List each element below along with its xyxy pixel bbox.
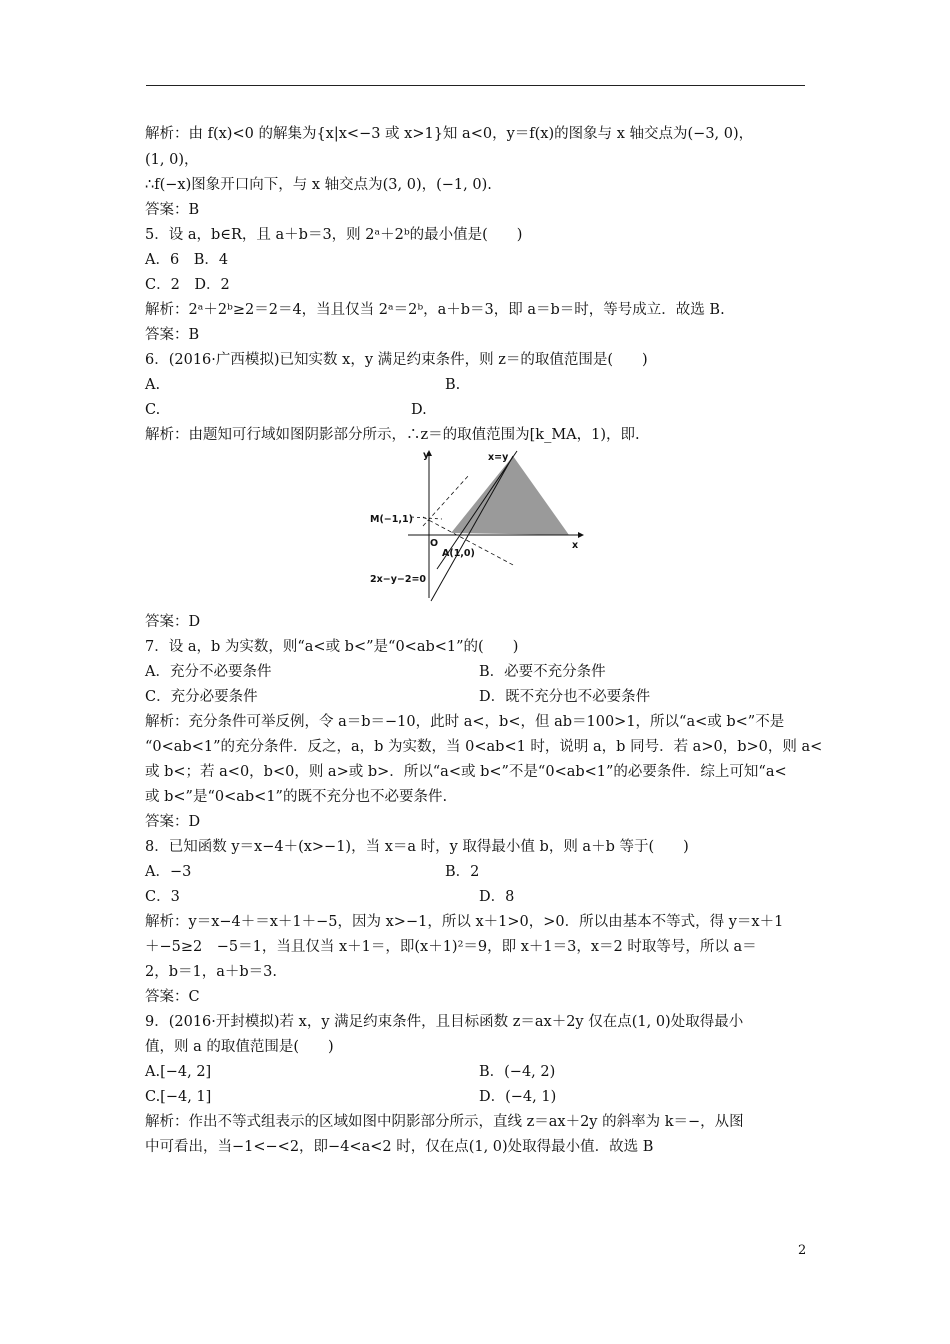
question-6: 6．(2016·广西模拟)已知实数 x，y 满足约束条件，则 z＝的取值范围是( ) — [145, 352, 648, 368]
q7-option-d: D．既不充分也不必要条件 — [479, 689, 651, 705]
x-axis-label: x — [572, 540, 579, 551]
page-number: 2 — [798, 1243, 807, 1258]
q6-option-d: D. — [411, 402, 427, 418]
q9-option-a: A.[−4, 2] — [145, 1064, 212, 1080]
answer-text: 答案：C — [145, 989, 200, 1005]
line-label: 2x−y−2=0 — [370, 574, 427, 585]
solution-text: 解析：y＝x−4＋＝x＋1＋−5，因为 x>−1，所以 x＋1>0，>0．所以由基本不等式，得 y＝x＋1 — [145, 914, 784, 930]
solution-text: ＋−5≥2 −5＝1，当且仅当 x＋1＝，即(x＋1)²＝9，即 x＋1＝3，x＝2 时取等号，所以 a＝ — [145, 939, 757, 955]
solution-text: 解析：由题知可行域如图阴影部分所示，∴z＝的取值范围为[k_MA，1)，即. — [145, 427, 640, 443]
origin-label: O — [430, 538, 439, 549]
header-rule — [146, 85, 805, 86]
feasible-region-figure — [368, 448, 584, 604]
solution-text: 解析：充分条件可举反例，令 a＝b＝−10，此时 a<，b<，但 ab＝100>1，所以“a<或 b<”不是 — [145, 714, 785, 730]
solution-text: (1, 0)， — [145, 152, 199, 168]
solution-text: 中可看出，当−1<−<2，即−4<a<2 时，仅在点(1, 0)处取得最小值．故选 B — [145, 1139, 654, 1155]
q6-option-b: B. — [445, 377, 461, 393]
solution-text: 2，b＝1，a＋b＝3. — [145, 964, 277, 980]
shaded-region — [451, 456, 569, 535]
answer-text: 答案：D — [145, 614, 201, 630]
q7-option-c: C．充分必要条件 — [145, 689, 258, 705]
solution-text: 解析：由 f(x)<0 的解集为{x|x<−3 或 x>1}知 a<0，y＝f(x)的图象与 x 轴交点为(−3, 0)， — [145, 126, 754, 142]
question-9: 9．(2016·开封模拟)若 x，y 满足约束条件，且目标函数 z＝ax＋2y 仅在点(1, 0)处取得最小 — [145, 1014, 744, 1030]
point-a-label: A(1,0) — [442, 548, 475, 559]
answer-text: 答案：B — [145, 327, 200, 343]
q7-option-a: A．充分不必要条件 — [145, 664, 272, 680]
q7-option-b: B．必要不充分条件 — [479, 664, 606, 680]
solution-text: ∴f(−x)图象开口向下，与 x 轴交点为(3, 0)，(−1, 0). — [145, 177, 492, 193]
answer-text: 答案：D — [145, 814, 201, 830]
question-5-options-cd: C．2 D．2 — [145, 277, 230, 293]
answer-text: 答案：B — [145, 202, 200, 218]
line-label-x-eq-y: x=y — [488, 452, 509, 463]
y-axis-label: y — [423, 450, 430, 461]
q8-option-a: A．−3 — [145, 864, 192, 880]
q8-option-d: D．8 — [479, 889, 515, 905]
q8-option-c: C．3 — [145, 889, 180, 905]
solution-text: 或 b<”是“0<ab<1”的既不充分也不必要条件. — [145, 789, 448, 805]
q8-option-b: B．2 — [445, 864, 480, 880]
q9-option-c: C.[−4, 1] — [145, 1089, 212, 1105]
question-5: 5．设 a，b∈R，且 a＋b＝3，则 2ᵃ＋2ᵇ的最小值是( ) — [145, 227, 523, 243]
question-8: 8．已知函数 y＝x−4＋(x>−1)，当 x＝a 时，y 取得最小值 b，则 a＋b 等于( ) — [145, 839, 689, 855]
point-m-label: M(−1,1) — [370, 514, 413, 525]
solution-text: 解析：作出不等式组表示的区域如图中阴影部分所示，直线 z＝ax＋2y 的斜率为 k＝−，从图 — [145, 1114, 744, 1130]
solution-text: “0<ab<1”的充分条件．反之，a，b 为实数，当 0<ab<1 时，说明 a，b 同号．若 a>0，b>0，则 a< — [145, 739, 823, 755]
solution-text: 解析：2ᵃ＋2ᵇ≥2＝2＝4，当且仅当 2ᵃ＝2ᵇ，a＋b＝3，即 a＝b＝时，等号成立．故选 B. — [145, 302, 725, 318]
question-9-cont: 值，则 a 的取值范围是( ) — [145, 1039, 334, 1055]
question-7: 7．设 a，b 为实数，则“a<或 b<”是“0<ab<1”的( ) — [145, 639, 519, 655]
question-5-options-ab: A．6 B．4 — [145, 252, 229, 268]
q6-option-a: A. — [145, 377, 161, 393]
solution-text: 或 b<；若 a<0，b<0，则 a>或 b>．所以“a<或 b<”不是“0<ab<1”的必要条件．综上可知“a< — [145, 764, 787, 780]
q9-option-b: B．(−4, 2) — [479, 1064, 556, 1080]
q6-option-c: C. — [145, 402, 161, 418]
q9-option-d: D．(−4, 1) — [479, 1089, 557, 1105]
